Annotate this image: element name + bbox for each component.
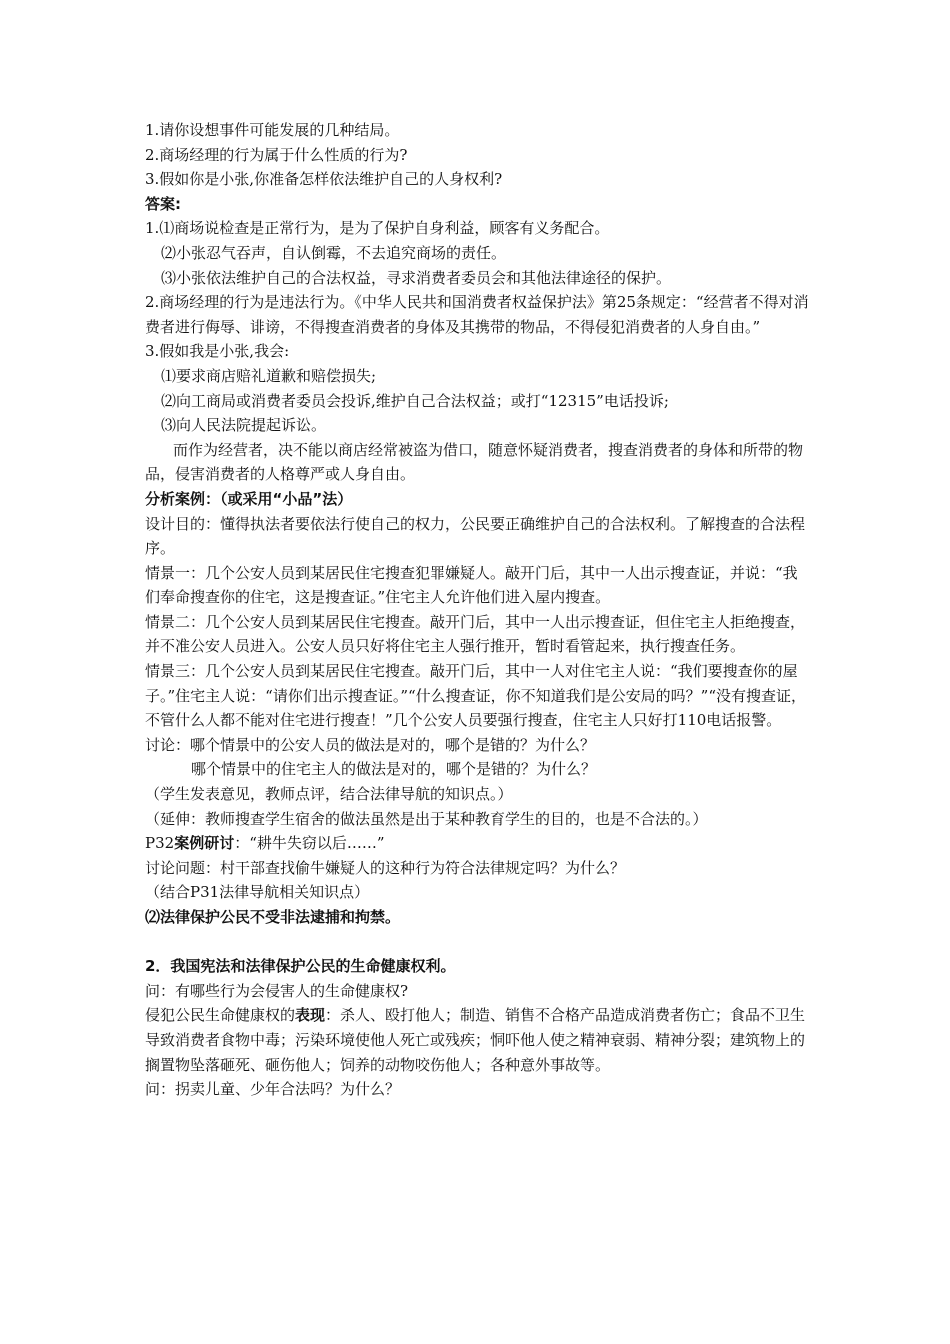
violation-prefix: 侵犯公民生命健康权的 — [145, 1006, 296, 1025]
answer-1-3: ⑶小张依法维护自己的合法权益，寻求消费者委员会和其他法律途径的保护。 — [161, 268, 672, 287]
p32-case-line — [145, 831, 810, 856]
discussion-question: 讨论问题：村干部查找偷牛嫌疑人的这种行为符合法律规定吗？为什么？ — [145, 858, 626, 877]
p32-bold: 案例研讨 — [174, 834, 235, 853]
question-life-rights: 问：有哪些行为会侵害人的生命健康权? — [145, 981, 409, 1000]
discussion-1: 讨论：哪个情景中的公安人员的做法是对的，哪个是错的？为什么？ — [145, 735, 596, 754]
answer-2: 2.商场经理的行为是违法行为。《中华人民共和国消费者权益保护法》第25条规定：“经营者不得对消费者进行侮辱、诽谤，不得搜查消费者的身体及其携带的物品，不得侵犯消费者的人身自由。” — [145, 293, 809, 336]
section-2-heading: 2．我国宪法和法律保护公民的生命健康权利。 — [145, 957, 456, 976]
answer-3-intro: 3.假如我是小张,我会: — [145, 342, 290, 361]
point-2-heading: ⑵法律保护公民不受非法逮捕和拘禁。 — [145, 908, 401, 926]
question-3: 3.假如你是小张,你准备怎样依法维护自己的人身权利? — [145, 170, 503, 189]
answer-3-item-1: ⑴要求商店赔礼道歉和赔偿损失; — [161, 366, 377, 385]
p32-rest: ：“耕牛失窃以后……” — [234, 834, 385, 853]
answer-1-1: 1.⑴商场说检查是正常行为，是为了保护自身利益，顾客有义务配合。 — [145, 219, 610, 238]
discussion-2: 哪个情景中的住宅主人的做法是对的，哪个是错的？为什么？ — [191, 760, 597, 779]
question-trafficking: 问：拐卖儿童、少年合法吗？为什么？ — [145, 1080, 401, 1099]
document-body — [145, 118, 810, 1102]
question-1: 1.请你设想事件可能发展的几种结局。 — [145, 121, 400, 139]
note-1: （学生发表意见，教师点评，结合法律导航的知识点。） — [145, 785, 513, 804]
operator-note-text: 而作为经营者，决不能以商店经常被盗为借口，随意怀疑消费者，搜查消费者的身体和所带的物品，侵害消费者的人格尊严或人身自由。 — [145, 440, 804, 484]
answer-heading: 答案: — [145, 194, 181, 213]
p32-prefix: P32 — [145, 834, 175, 853]
answer-3-item-2: ⑵向工商局或消费者委员会投诉,维护自己合法权益；或打“12315”电话投诉; — [161, 391, 669, 410]
scene-2: 情景二：几个公安人员到某居民住宅搜查。敲开门后，其中一人出示搜查证，但住宅主人拒绝搜查，并不准公安人员进入。公安人员只好将住宅主人强行推开，暂时看管起来，执行搜查任务。 — [145, 612, 806, 656]
scene-3: 情景三：几个公安人员到某居民住宅搜查。敲开门后，其中一人对住宅主人说：“我们要搜查你的屋子。”住宅主人说：“请你们出示搜查证。”“什么搜查证，你不知道我们是公安局的吗？”“没有搜查证，不管什么人都不能对住宅进行搜查！”几个公安人员要强行搜查，住宅主人只好打110电话报警。 — [145, 662, 807, 730]
combine-note: （结合P31法律导航相关知识点） — [145, 883, 370, 902]
answer-1-2: ⑵小张忍气吞声，自认倒霉，不去追究商场的责任。 — [161, 243, 507, 262]
note-2: （延伸：教师搜查学生宿舍的做法虽然是出于某种教育学生的目的，也是不合法的。） — [145, 809, 708, 828]
design-purpose: 设计目的：懂得执法者要依法行使自己的权力，公民要正确维护自己的合法权利。了解搜查的合法程序。 — [145, 514, 806, 558]
answer-3-item-3: ⑶向人民法院提起诉讼。 — [161, 416, 327, 435]
blank-line — [145, 930, 810, 955]
violation-rest: ：杀人、殴打他人；制造、销售不合格产品造成消费者伤亡；食品不卫生导致消费者食物中毒；污染环境使他人死亡或残疾；恫吓他人使之精神衰弱、精神分裂；建筑物上的搁置物坠落砸死、砸伤他人；饲养的动物咬伤他人；各种意外事故等。 — [145, 1006, 806, 1074]
case-heading: 分析案例：（或采用“小品”法） — [145, 489, 353, 508]
scene-1: 情景一：几个公安人员到某居民住宅搜查犯罪嫌疑人。敲开门后，其中一人出示搜查证，并说：“我们奉命搜查你的住宅，这是搜查证。”住宅主人允许他们进入屋内搜查。 — [145, 563, 798, 607]
violation-bold: 表现 — [295, 1006, 326, 1025]
question-2: 2.商场经理的行为属于什么性质的行为? — [145, 145, 408, 164]
operator-note — [145, 438, 810, 487]
violation-paragraph — [145, 1003, 810, 1077]
